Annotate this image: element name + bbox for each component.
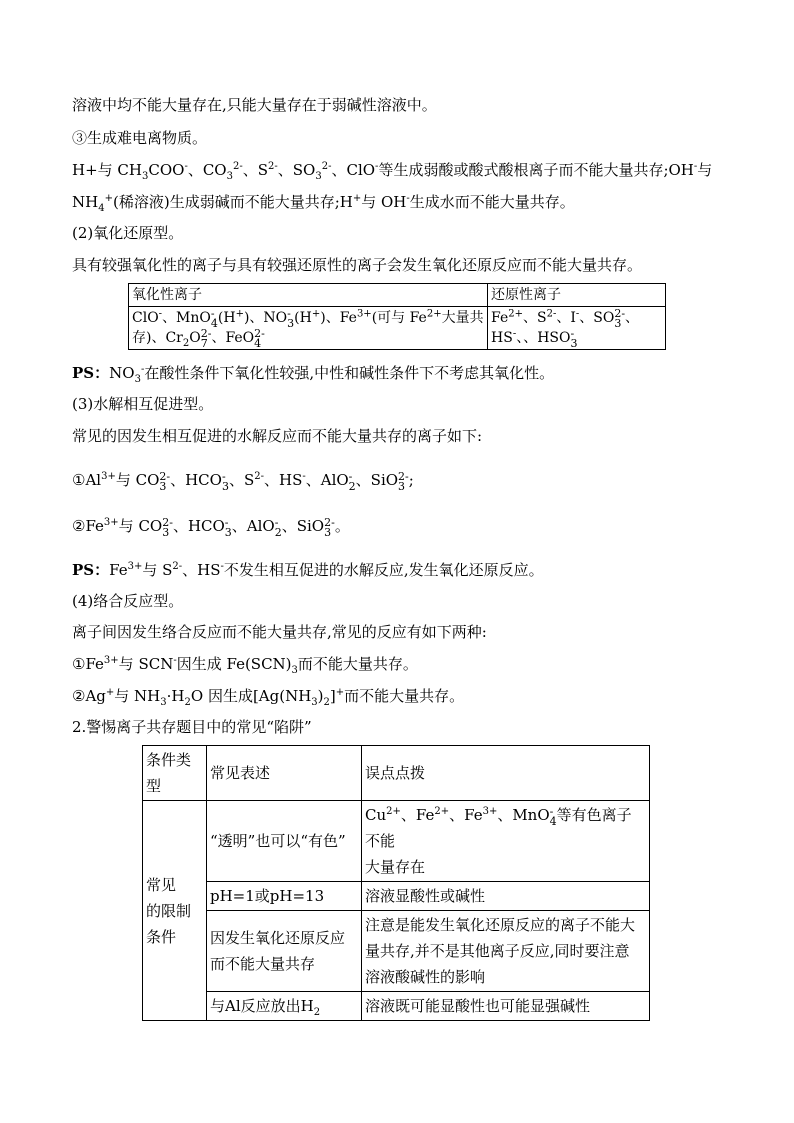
trap-conditions-table xyxy=(142,745,650,1021)
section-heading: 2.警惕离子共存题目中的常见“陷阱” xyxy=(72,718,312,736)
list-item: $①Al^{3+}$与 CO 2- 3 、HCO - 3 、$S^{2-}$、HS-、AlO - 2 、SiO 2- 3 ; xyxy=(72,470,414,493)
paragraph-line: H+与 $CH_3COO^-$、$CO_3^{2-}$、$S^{2-}$、$SO_3^{2-}$、ClO-等生成弱酸或酸式酸根离子而不能大量共存;OH-与 xyxy=(72,161,713,182)
table-cell: “透明”也可以“有色” xyxy=(207,801,362,882)
reducing-ions-cell: $Fe^{2+}$、$S^{2-}$、I-、SO 2- 3 、 HS-、、HSO - 3 xyxy=(488,307,666,350)
table-cell: 与Al反应放出$H_2$ xyxy=(207,992,362,1021)
table-cell: $Cu^{2+}$、$Fe^{2+}$、$Fe^{3+}$、MnO - 4 等有色离子不能 大量存在 xyxy=(362,801,650,882)
table-cell: 因发生氧化还原反应 而不能大量共存 xyxy=(207,911,362,992)
section-heading: (2)氧化还原型。 xyxy=(72,224,184,242)
paragraph-line: $NH_4^+$(稀溶液)生成弱碱而不能大量共存;H+与 OH-生成水而不能大量共存。 xyxy=(72,193,575,214)
category-cell: 常见 的限制 条件 xyxy=(143,801,207,1021)
table-cell: pH=1或pH=13 xyxy=(207,882,362,911)
table-header: 条件类型 xyxy=(143,746,207,801)
section-heading: (3)水解相互促进型。 xyxy=(72,395,214,413)
table-header: 常见表述 xyxy=(207,746,362,801)
table-cell: 注意是能发生氧化还原反应的离子不能大 量共存,并不是其他离子反应,同时要注意 溶液酸碱性的影响 xyxy=(362,911,650,992)
oxidizing-ions-cell: ClO-、MnO - 4 (H+)、NO - 3 (H+)、$Fe^{3+}$(可与 $Fe^{2+}$大量共 存)、$Cr_2O$ 2- 7 、FeO 2- 4 xyxy=(129,307,488,350)
list-item: $②Fe^{3+}$与 CO 2- 3 、HCO - 3 、AlO - 2 、SiO 2- 3 。 xyxy=(72,516,350,539)
paragraph-line: 离子间因发生络合反应而不能大量共存,常见的反应有如下两种: xyxy=(72,623,487,641)
table-header: 还原性离子 xyxy=(488,284,666,307)
paragraph-line: 溶液中均不能大量存在,只能大量存在于弱碱性溶液中。 xyxy=(72,96,437,114)
table-cell: 溶液显酸性或碱性 xyxy=(362,882,650,911)
section-item-3: ③生成难电离物质。 xyxy=(72,129,208,147)
paragraph-line: 常见的因发生相互促进的水解反应而不能大量共存的离子如下: xyxy=(72,427,483,445)
ps-note: PS：$NO_3^-$在酸性条件下氧化性较强,中性和碱性条件下不考虑其氧化性。 xyxy=(72,364,555,385)
list-item: ②Ag+与 $NH_3\cdot H_2O$ 因生成$[Ag(NH_3)_2]^+$而不能大量共存。 xyxy=(72,687,465,708)
ps-label: PS： xyxy=(72,364,110,382)
table-header: 误点点拨 xyxy=(362,746,650,801)
redox-ion-table xyxy=(128,283,666,350)
table-header: 氧化性离子 xyxy=(129,284,488,307)
table-cell: 溶液既可能显酸性也可能显强碱性 xyxy=(362,992,650,1021)
ps-label: PS： xyxy=(72,561,110,579)
section-heading: (4)络合反应型。 xyxy=(72,592,184,610)
list-item: $①Fe^{3+}$与 SCN-因生成 $Fe(SCN)_3$而不能大量共存。 xyxy=(72,655,418,676)
paragraph-line: 具有较强氧化性的离子与具有较强还原性的离子会发生氧化还原反应而不能大量共存。 xyxy=(72,256,643,274)
ps-note: PS：$Fe^{3+}$与 $S^{2-}$、HS-不发生相互促进的水解反应,发生氧化还原反应。 xyxy=(72,561,544,579)
